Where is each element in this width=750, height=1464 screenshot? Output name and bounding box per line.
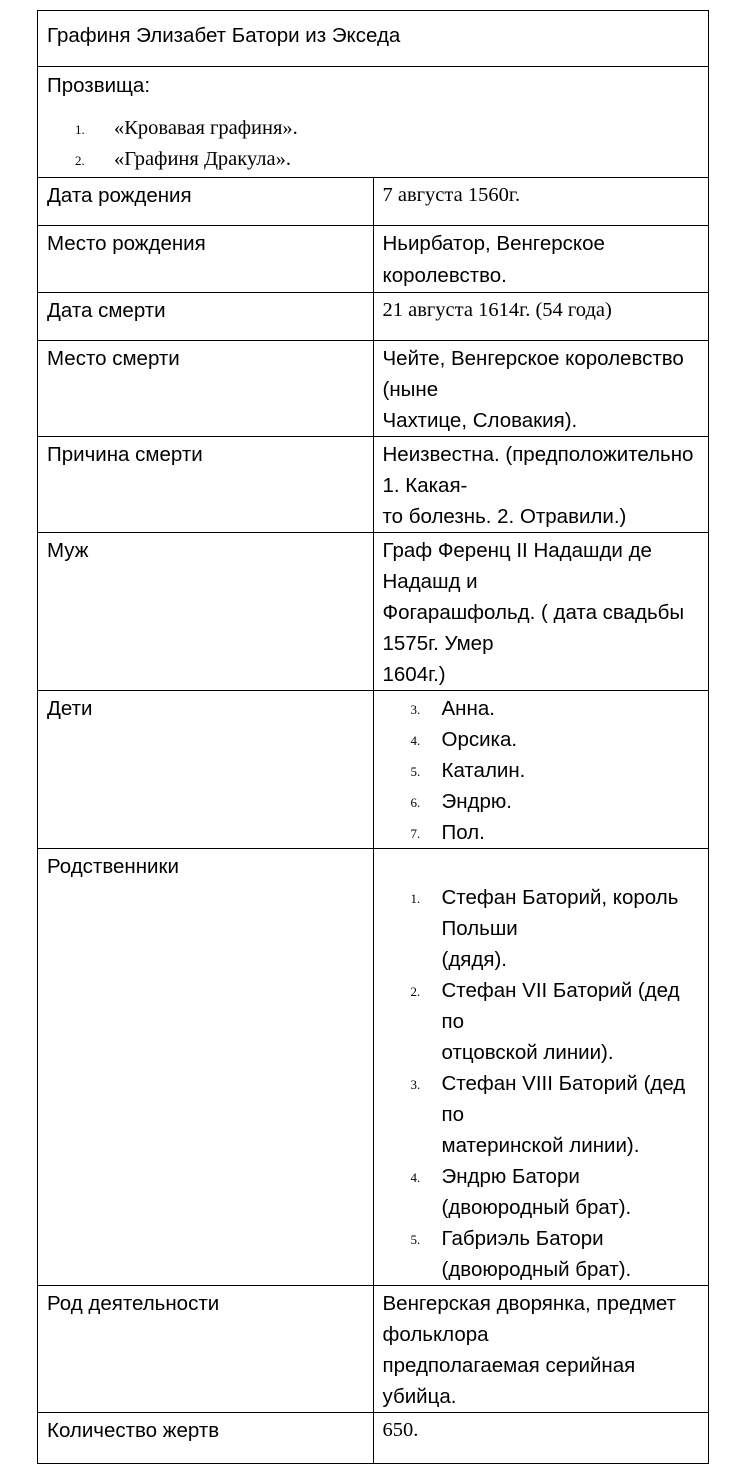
- row-label: Количество жертв: [47, 1419, 220, 1442]
- birth-date-label-cell: [38, 178, 374, 226]
- husband-label-cell: [38, 533, 374, 691]
- birth-place-row: [38, 226, 709, 293]
- list-item: 4. Орсика.: [410, 728, 518, 751]
- birth-place-value-cell: [373, 226, 709, 293]
- row-value-line: Венгерская дворянка, предмет фольклора: [382, 1292, 677, 1346]
- row-value-line: то болезнь. 2. Отравили.): [382, 505, 627, 528]
- death-date-row: [38, 293, 709, 341]
- row-value: 21 августа 1614г. (54 года): [382, 299, 612, 321]
- death-cause-row: [38, 437, 709, 533]
- death-place-row: [38, 341, 709, 437]
- row-label: Место смерти: [47, 347, 180, 370]
- birth-place-label-cell: [38, 226, 374, 293]
- row-value-line: Граф Ференц II Надашди де Надашд и: [382, 539, 652, 593]
- row-value-line: 1604г.): [382, 663, 446, 686]
- death-place-value-cell: [373, 341, 709, 437]
- row-value: 650.: [382, 1419, 419, 1441]
- row-label: Муж: [47, 539, 89, 562]
- row-label: Родственники: [47, 855, 179, 878]
- children-value-cell: [373, 691, 709, 849]
- list-item: 2. Стефан VII Баторий (дед по отцовской линии).: [410, 979, 680, 1064]
- nicknames-cell: [38, 67, 709, 178]
- children-list: [383, 693, 700, 848]
- relatives-label-cell: [38, 849, 374, 1286]
- list-item: 5. Габриэль Батори (двоюродный брат).: [410, 1227, 632, 1281]
- victims-label-cell: [38, 1413, 374, 1464]
- death-date-value-cell: [373, 293, 709, 341]
- row-label: Причина смерти: [47, 443, 203, 466]
- nicknames-list: [47, 113, 699, 175]
- list-item: 3. Стефан VIII Баторий (дед по материнской линии).: [410, 1072, 686, 1157]
- title-row: [38, 11, 709, 67]
- birth-date-row: [38, 178, 709, 226]
- title-cell: [38, 11, 709, 67]
- death-cause-value-cell: [373, 437, 709, 533]
- victims-value-cell: [373, 1413, 709, 1464]
- death-date-label-cell: [38, 293, 374, 341]
- list-item: 2. «Графиня Дракула».: [75, 148, 291, 170]
- row-label: Дата смерти: [47, 299, 166, 322]
- relatives-value-cell: [373, 849, 709, 1286]
- death-cause-label-cell: [38, 437, 374, 533]
- list-item: 1. «Кровавая графиня».: [75, 117, 298, 139]
- row-value-line: Фогарашфольд. ( дата свадьбы 1575г. Умер: [382, 601, 685, 655]
- birth-date-value-cell: [373, 178, 709, 226]
- list-item: 5. Каталин.: [410, 759, 526, 782]
- row-label: Место рождения: [47, 232, 206, 255]
- occupation-value-cell: [373, 1286, 709, 1413]
- page-title: Графиня Элизабет Батори из Экседа: [47, 24, 401, 47]
- children-label-cell: [38, 691, 374, 849]
- row-label: Род деятельности: [47, 1292, 220, 1315]
- death-place-label-cell: [38, 341, 374, 437]
- relatives-list: [383, 882, 700, 1285]
- nicknames-row: [38, 67, 709, 178]
- row-label: Дата рождения: [47, 184, 192, 207]
- husband-value-cell: [373, 533, 709, 691]
- row-value: Ньирбатор, Венгерское королевство.: [382, 232, 605, 287]
- list-item: 7. Пол.: [410, 821, 485, 844]
- husband-row: [38, 533, 709, 691]
- row-value-line: Чейте, Венгерское королевство (ныне: [382, 347, 684, 401]
- victims-row: [38, 1413, 709, 1464]
- info-table: [37, 10, 709, 1464]
- list-item: 1. Стефан Баторий, король Польши (дядя).: [410, 886, 679, 971]
- list-item: 4. Эндрю Батори (двоюродный брат).: [410, 1165, 632, 1219]
- row-value: 7 августа 1560г.: [382, 184, 521, 206]
- nicknames-label: Прозвища:: [47, 74, 151, 97]
- occupation-row: [38, 1286, 709, 1413]
- row-value-line: Неизвестна. (предположительно 1. Какая-: [382, 443, 694, 497]
- row-label: Дети: [47, 697, 93, 720]
- children-row: [38, 691, 709, 849]
- list-item: 6. Эндрю.: [410, 790, 512, 813]
- list-item: 3. Анна.: [410, 697, 495, 720]
- occupation-label-cell: [38, 1286, 374, 1413]
- row-value-line: Чахтице, Словакия).: [382, 409, 578, 432]
- row-value-line: предполагаемая серийная убийца.: [382, 1354, 636, 1408]
- relatives-row: [38, 849, 709, 1286]
